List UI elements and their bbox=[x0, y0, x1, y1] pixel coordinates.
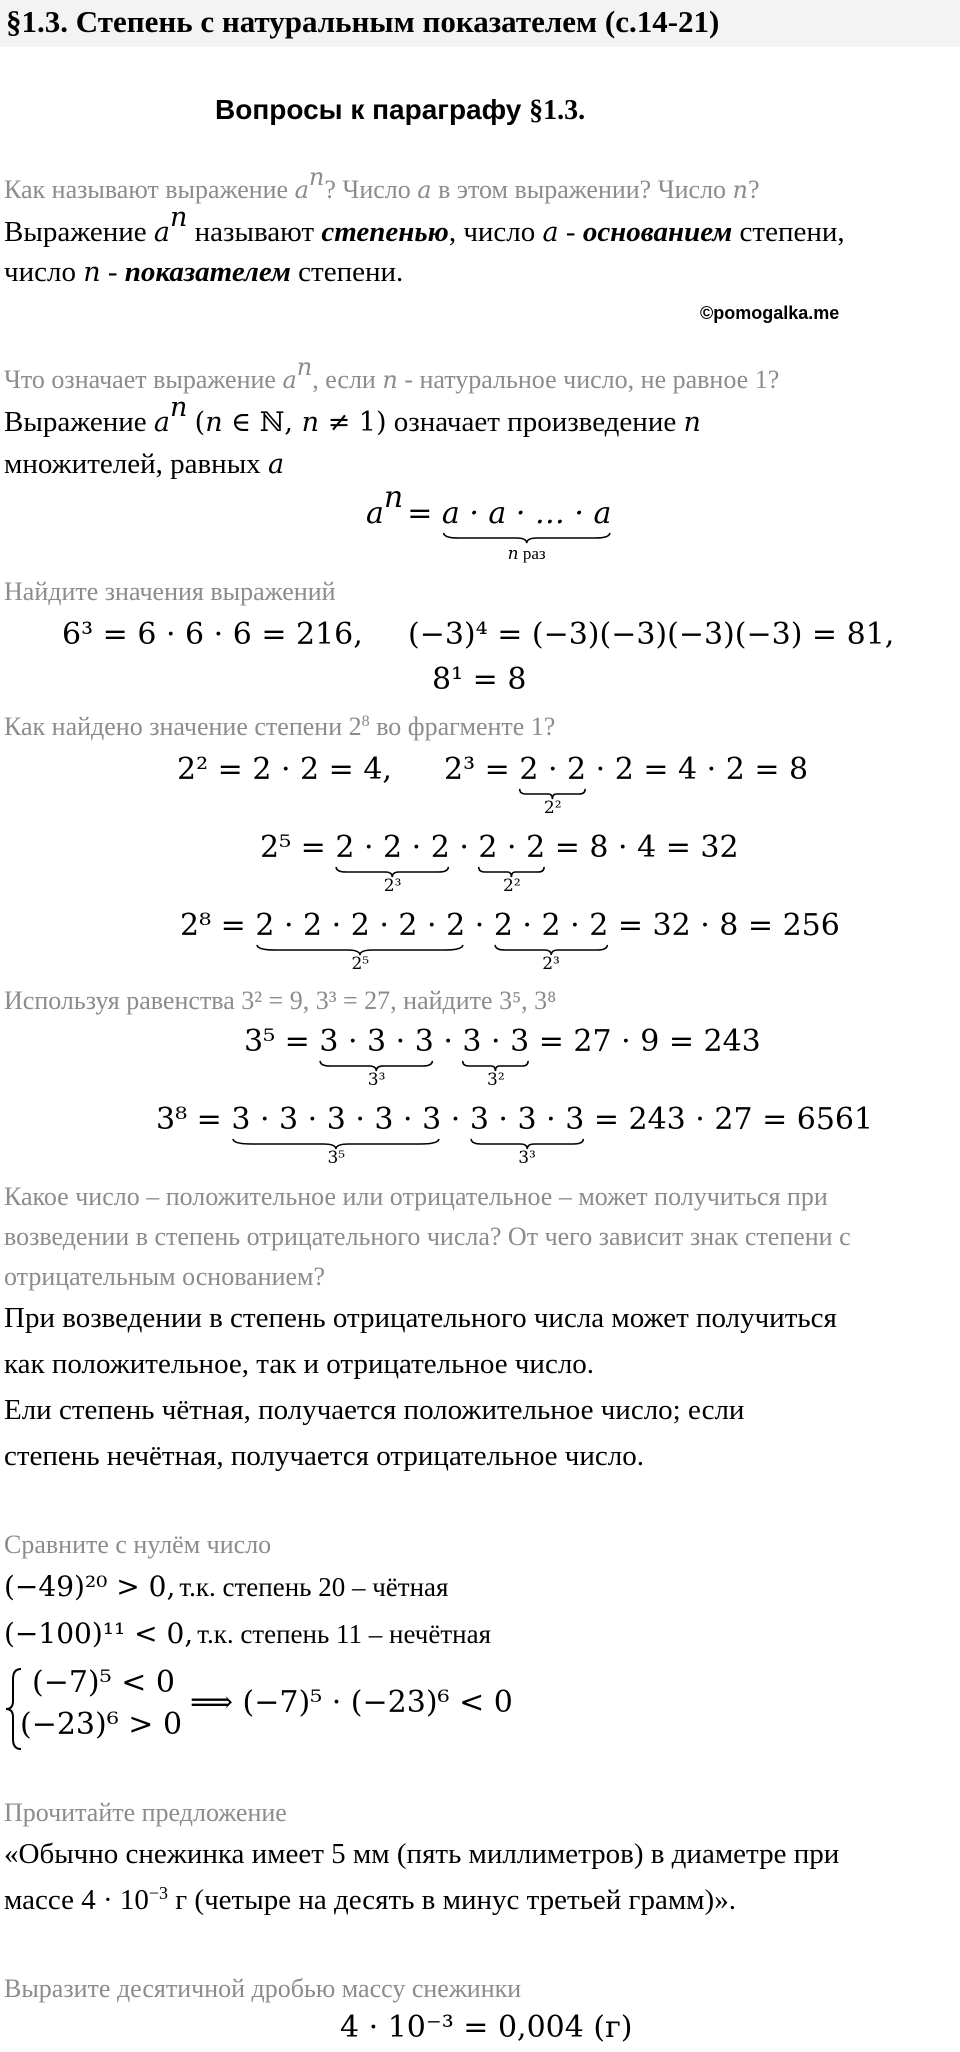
question-2: Что означает выражение $a^n$, если n - натуральное число, не равное 1? bbox=[4, 352, 780, 394]
answer-6-line-3: Ели степень чётная, получается положительное число; если bbox=[4, 1394, 745, 1426]
answer-6-line-2: как положительное, так и отрицательное число. bbox=[4, 1348, 595, 1380]
equation-6-cubed: 6³ = 6 · 6 · 6 = 216, bbox=[62, 617, 363, 652]
question-6-line-1: Какое число – положительное или отрицательное – может получиться при bbox=[4, 1182, 828, 1211]
question-7: Сравните с нулём число bbox=[4, 1530, 272, 1559]
question-9: Выразите десятичной дробью массу снежинки bbox=[4, 1974, 522, 2003]
equation-minus3-pow4: (−3)⁴ = (−3)(−3)(−3)(−3) = 81, bbox=[408, 617, 895, 652]
question-1: Как называют выражение $a^n$? Число a в этом выражении? Число n? bbox=[4, 162, 760, 204]
answer-6-line-4: степень нечётная, получается отрицательное число. bbox=[4, 1440, 644, 1472]
equation-2-pow8: 2⁸ = 2 · 2 · 2 · 2 · 2 2⁵ · 2 · 2 · 2 2³ = 32 · 8 = 256 bbox=[180, 908, 840, 974]
answer-1-line-2: число n - показателем степени. bbox=[4, 256, 404, 288]
equation-2-pow5: 2⁵ = 2 · 2 · 2 2³ · 2 · 2 2² = 8 · 4 = 32 bbox=[260, 830, 739, 896]
section-heading: Вопросы к параграфу §1.3. bbox=[215, 94, 586, 126]
system-line-2: (−23)⁶ > 0 bbox=[20, 1707, 183, 1742]
question-5: Используя равенства 3² = 9, 3³ = 27, найдите 3⁵, 3⁸ bbox=[4, 986, 557, 1015]
answer-8-line-2: массе $4 \cdot 10^{-3}$ г (четыре на десять в минус третьей грамм)». bbox=[4, 1883, 736, 1916]
question-6-line-2: возведении в степень отрицательного числа? От чего зависит знак степени с bbox=[4, 1222, 851, 1251]
answer-9: 4 · 10⁻³ = 0,004 (г) bbox=[340, 2010, 633, 2045]
answer-2-line-1: Выражение $a^n$ (n ∈ ℕ, n ≠ 1) означает произведение n bbox=[4, 392, 701, 438]
equation-8-pow1: 8¹ = 8 bbox=[432, 662, 527, 697]
page-title: §1.3. Степень с натуральным показателем (с.14-21) bbox=[6, 4, 720, 39]
equation-3-pow5: 3⁵ = 3 · 3 · 3 3³ · 3 · 3 3² = 27 · 9 = 243 bbox=[244, 1024, 761, 1090]
question-8: Прочитайте предложение bbox=[4, 1798, 287, 1827]
system-line-1: (−7)⁵ < 0 bbox=[32, 1665, 175, 1700]
equation-2-squared: 2² = 2 · 2 = 4, bbox=[177, 752, 392, 787]
brace-n-times: a · a · … · a n раз bbox=[441, 496, 612, 564]
equation-3-pow8: 3⁸ = 3 · 3 · 3 · 3 · 3 3⁵ · 3 · 3 · 3 3³ = 243 · 27 = 6561 bbox=[156, 1102, 874, 1168]
question-6-line-3: отрицательным основанием? bbox=[4, 1262, 326, 1291]
compare-minus49: (−49)²⁰ > 0, т.к. степень 20 – чётная bbox=[4, 1570, 449, 1603]
question-4: Как найдено значение степени $2^8$ во фрагменте 1? bbox=[4, 712, 556, 741]
watermark: ©pomogalka.me bbox=[700, 303, 840, 323]
question-3: Найдите значения выражений bbox=[4, 577, 336, 606]
power-definition-formula: $a^n = a \cdot a$ · … · a n раз bbox=[366, 479, 612, 564]
answer-2-line-2: множителей, равных a bbox=[4, 448, 285, 480]
equation-2-cubed: 2³ = 2 · 2 2² · 2 = 4 · 2 = 8 bbox=[444, 752, 809, 818]
answer-1-line-1: Выражение $a^n$ называют степенью, число a - основанием степени, bbox=[4, 202, 845, 248]
answer-8-line-1: «Обычно снежинка имеет 5 мм (пять миллиметров) в диаметре при bbox=[4, 1838, 840, 1870]
system-result: ⟹ (−7)⁵ · (−23)⁶ < 0 bbox=[190, 1685, 513, 1720]
compare-minus100: (−100)¹¹ < 0, т.к. степень 11 – нечётная bbox=[4, 1617, 492, 1650]
answer-6-line-1: При возведении в степень отрицательного числа может получиться bbox=[4, 1302, 837, 1334]
